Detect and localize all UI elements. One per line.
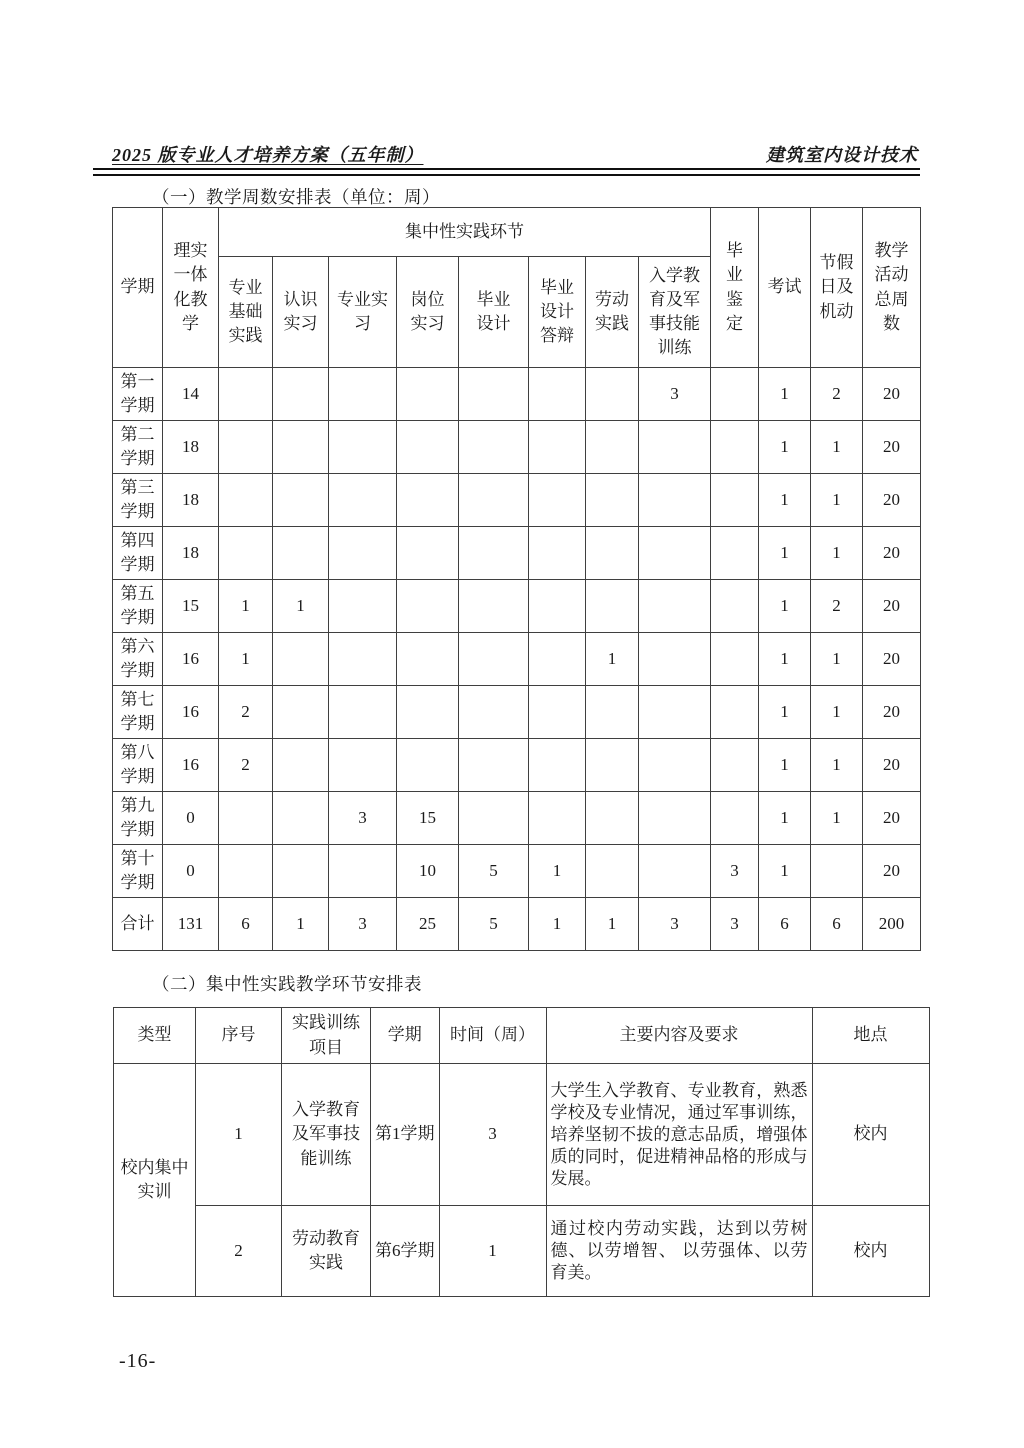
week-cell <box>273 686 329 739</box>
col-header-content: 主要内容及要求 <box>546 1008 812 1064</box>
week-cell <box>711 633 759 686</box>
week-cell <box>459 474 529 527</box>
week-cell <box>219 845 273 898</box>
week-cell <box>397 368 459 421</box>
week-cell <box>586 580 639 633</box>
week-cell <box>459 792 529 845</box>
col-header-semester: 学期 <box>113 208 163 368</box>
table-row <box>113 368 921 421</box>
practice-type-cell: 校内集中实训 <box>114 1064 196 1297</box>
week-cell <box>711 580 759 633</box>
week-cell <box>586 421 639 474</box>
week-cell <box>529 686 586 739</box>
week-cell <box>397 527 459 580</box>
week-cell <box>329 633 397 686</box>
table-row <box>113 421 921 474</box>
teaching-weeks-table <box>112 207 921 951</box>
week-cell <box>529 792 586 845</box>
week-cell: 1 <box>759 474 811 527</box>
week-cell <box>586 527 639 580</box>
col-header-integrated-teaching: 理实一体化教学 <box>163 208 219 368</box>
week-cell <box>529 368 586 421</box>
week-cell <box>711 421 759 474</box>
week-cell: 2 <box>219 686 273 739</box>
col-header-weeks: 时间（周） <box>439 1008 546 1064</box>
week-cell: 1 <box>811 792 863 845</box>
col-header-labor-practice: 劳动实践 <box>586 257 639 368</box>
table-row <box>113 527 921 580</box>
week-cell: 14 <box>163 368 219 421</box>
week-cell: 1 <box>586 898 639 951</box>
semester-cell: 第6学期 <box>371 1206 440 1297</box>
location-cell: 校内 <box>812 1206 929 1297</box>
practice-table-body <box>114 1064 930 1297</box>
semester-label: 第二学期 <box>113 421 163 474</box>
week-cell: 16 <box>163 739 219 792</box>
week-cell <box>586 686 639 739</box>
week-cell <box>711 527 759 580</box>
week-cell <box>219 527 273 580</box>
week-cell <box>273 368 329 421</box>
week-cell: 1 <box>759 527 811 580</box>
header-double-rule <box>93 168 920 176</box>
week-cell <box>219 421 273 474</box>
header-row <box>114 1008 930 1064</box>
table-row <box>113 898 921 951</box>
week-cell: 20 <box>863 633 921 686</box>
week-cell: 20 <box>863 527 921 580</box>
col-header-project: 实践训练项目 <box>282 1008 371 1064</box>
week-cell: 1 <box>219 580 273 633</box>
week-cell <box>639 739 711 792</box>
week-cell: 18 <box>163 474 219 527</box>
week-cell: 1 <box>273 580 329 633</box>
week-cell <box>639 686 711 739</box>
week-cell: 1 <box>219 633 273 686</box>
week-cell: 0 <box>163 792 219 845</box>
week-cell: 18 <box>163 527 219 580</box>
week-cell <box>273 739 329 792</box>
col-header-professional-internship: 专业实习 <box>329 257 397 368</box>
col-header-practice-basic: 专业基础实践 <box>219 257 273 368</box>
week-cell <box>586 792 639 845</box>
number-cell: 1 <box>196 1064 282 1206</box>
week-cell: 1 <box>759 580 811 633</box>
semester-label: 第八学期 <box>113 739 163 792</box>
week-cell <box>273 527 329 580</box>
col-header-exam: 考试 <box>759 208 811 368</box>
week-cell <box>459 580 529 633</box>
week-cell: 20 <box>863 368 921 421</box>
week-cell: 1 <box>586 633 639 686</box>
semester-label: 第六学期 <box>113 633 163 686</box>
week-cell: 1 <box>759 686 811 739</box>
week-cell: 1 <box>529 898 586 951</box>
table-row <box>113 686 921 739</box>
week-cell <box>529 580 586 633</box>
week-cell <box>329 845 397 898</box>
page-number: -16- <box>119 1350 157 1372</box>
week-cell <box>586 739 639 792</box>
week-cell: 1 <box>759 421 811 474</box>
weeks-cell: 3 <box>439 1064 546 1206</box>
week-cell <box>329 368 397 421</box>
week-cell <box>459 368 529 421</box>
col-header-practice-group: 集中性实践环节 <box>219 208 711 257</box>
week-cell: 2 <box>219 739 273 792</box>
week-cell <box>459 421 529 474</box>
week-cell: 10 <box>397 845 459 898</box>
week-cell <box>711 368 759 421</box>
section1-title: （一）教学周数安排表（单位：周） <box>152 187 440 207</box>
week-cell <box>529 474 586 527</box>
week-cell <box>586 474 639 527</box>
week-cell <box>273 421 329 474</box>
week-cell <box>639 527 711 580</box>
col-header-holiday-flexible: 节假日及机动 <box>811 208 863 368</box>
semester-label: 第七学期 <box>113 686 163 739</box>
week-cell: 0 <box>163 845 219 898</box>
week-cell: 3 <box>711 898 759 951</box>
week-cell <box>329 421 397 474</box>
col-header-graduation-design: 毕业设计 <box>459 257 529 368</box>
week-cell: 200 <box>863 898 921 951</box>
week-cell <box>219 792 273 845</box>
week-cell <box>397 686 459 739</box>
week-cell <box>711 739 759 792</box>
week-cell <box>397 580 459 633</box>
week-cell: 20 <box>863 845 921 898</box>
section2-title: （二）集中性实践教学环节安排表 <box>152 974 422 994</box>
week-cell <box>811 845 863 898</box>
week-cell <box>711 474 759 527</box>
semester-label: 第九学期 <box>113 792 163 845</box>
table-row <box>113 792 921 845</box>
week-cell: 20 <box>863 421 921 474</box>
week-cell: 20 <box>863 474 921 527</box>
week-cell <box>529 739 586 792</box>
week-cell <box>329 474 397 527</box>
project-cell: 劳动教育实践 <box>282 1206 371 1297</box>
week-cell <box>586 368 639 421</box>
table-row <box>113 633 921 686</box>
week-cell: 18 <box>163 421 219 474</box>
col-header-graduation-defense: 毕业设计答辩 <box>529 257 586 368</box>
col-header-post-internship: 岗位实习 <box>397 257 459 368</box>
week-cell: 131 <box>163 898 219 951</box>
week-cell: 1 <box>529 845 586 898</box>
week-cell <box>273 792 329 845</box>
week-cell: 6 <box>759 898 811 951</box>
week-cell <box>639 580 711 633</box>
semester-label: 第三学期 <box>113 474 163 527</box>
table-row <box>113 474 921 527</box>
page-header <box>112 141 918 167</box>
week-cell <box>529 633 586 686</box>
week-cell: 15 <box>397 792 459 845</box>
week-cell <box>711 686 759 739</box>
week-cell: 2 <box>811 580 863 633</box>
week-cell: 1 <box>759 739 811 792</box>
semester-label: 第五学期 <box>113 580 163 633</box>
week-cell <box>529 527 586 580</box>
semester-label: 第十学期 <box>113 845 163 898</box>
week-cell <box>639 633 711 686</box>
week-cell: 20 <box>863 580 921 633</box>
content-cell: 通过校内劳动实践，达到以劳树德、以劳增智、 以劳强体、以劳育美。 <box>546 1206 812 1297</box>
practice-table-header <box>114 1008 930 1064</box>
week-cell: 16 <box>163 633 219 686</box>
header-row-1 <box>113 208 921 257</box>
project-cell: 入学教育及军事技能训练 <box>282 1064 371 1206</box>
week-cell <box>329 686 397 739</box>
week-cell <box>397 739 459 792</box>
weeks-table-header <box>113 208 921 368</box>
col-header-total-weeks: 教学活动总周数 <box>863 208 921 368</box>
col-header-location: 地点 <box>812 1008 929 1064</box>
weeks-table-body <box>113 368 921 951</box>
location-cell: 校内 <box>812 1064 929 1206</box>
semester-cell: 第1学期 <box>371 1064 440 1206</box>
week-cell <box>639 421 711 474</box>
header-right-title: 建筑室内设计技术 <box>766 145 918 165</box>
week-cell: 3 <box>329 898 397 951</box>
week-cell: 5 <box>459 898 529 951</box>
week-cell: 1 <box>811 474 863 527</box>
table-row <box>114 1206 930 1297</box>
week-cell: 3 <box>329 792 397 845</box>
week-cell <box>219 368 273 421</box>
week-cell: 3 <box>711 845 759 898</box>
week-cell <box>711 792 759 845</box>
week-cell <box>459 633 529 686</box>
week-cell <box>529 421 586 474</box>
weeks-cell: 1 <box>439 1206 546 1297</box>
week-cell <box>639 474 711 527</box>
week-cell <box>397 421 459 474</box>
table-row <box>113 845 921 898</box>
week-cell <box>459 686 529 739</box>
week-cell <box>397 633 459 686</box>
week-cell <box>273 633 329 686</box>
week-cell: 1 <box>811 527 863 580</box>
col-header-number: 序号 <box>196 1008 282 1064</box>
week-cell <box>586 845 639 898</box>
col-header-type: 类型 <box>114 1008 196 1064</box>
week-cell <box>329 527 397 580</box>
week-cell <box>329 739 397 792</box>
week-cell: 1 <box>759 633 811 686</box>
week-cell: 2 <box>811 368 863 421</box>
week-cell: 1 <box>759 792 811 845</box>
week-cell: 3 <box>639 898 711 951</box>
week-cell: 16 <box>163 686 219 739</box>
week-cell <box>273 474 329 527</box>
week-cell <box>329 580 397 633</box>
week-cell: 20 <box>863 686 921 739</box>
week-cell: 15 <box>163 580 219 633</box>
week-cell <box>273 845 329 898</box>
week-cell: 6 <box>219 898 273 951</box>
col-header-entrance-military-training: 入学教育及军事技能训练 <box>639 257 711 368</box>
col-header-cognition-internship: 认识实习 <box>273 257 329 368</box>
semester-label: 第四学期 <box>113 527 163 580</box>
week-cell: 3 <box>639 368 711 421</box>
week-cell <box>459 527 529 580</box>
col-header-graduation-appraisal: 毕业鉴定 <box>711 208 759 368</box>
week-cell <box>639 845 711 898</box>
week-cell: 1 <box>811 421 863 474</box>
table-row <box>113 580 921 633</box>
week-cell: 1 <box>811 686 863 739</box>
week-cell: 1 <box>811 633 863 686</box>
table-row <box>113 739 921 792</box>
col-header-semester: 学期 <box>371 1008 440 1064</box>
header-left-title: 2025 版专业人才培养方案（五年制） <box>112 145 424 165</box>
week-cell <box>219 474 273 527</box>
week-cell: 1 <box>273 898 329 951</box>
week-cell: 1 <box>811 739 863 792</box>
week-cell <box>639 792 711 845</box>
table-row <box>114 1064 930 1206</box>
content-cell: 大学生入学教育、专业教育，熟悉学校及专业情况，通过军事训练，培养坚韧不拔的意志品质，增强体质的同时，促进精神品格的形成与发展。 <box>546 1064 812 1206</box>
week-cell: 5 <box>459 845 529 898</box>
week-cell <box>397 474 459 527</box>
week-cell: 1 <box>759 368 811 421</box>
practice-schedule-table <box>113 1007 930 1297</box>
number-cell: 2 <box>196 1206 282 1297</box>
week-cell: 1 <box>759 845 811 898</box>
semester-label: 合计 <box>113 898 163 951</box>
week-cell: 25 <box>397 898 459 951</box>
semester-label: 第一学期 <box>113 368 163 421</box>
week-cell: 20 <box>863 739 921 792</box>
week-cell: 20 <box>863 792 921 845</box>
week-cell <box>459 739 529 792</box>
week-cell: 6 <box>811 898 863 951</box>
